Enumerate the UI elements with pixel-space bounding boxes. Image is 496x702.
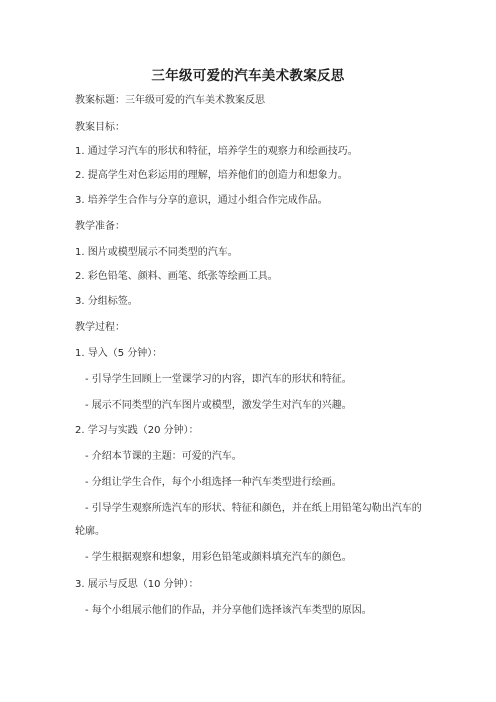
lesson-title-line: 教案标题：三年级可爱的汽车美术教案反思 (75, 95, 265, 106)
objectives-heading: 教案目标： (75, 122, 125, 133)
preparation-item-2: 2. 彩色铅笔、颜料、画笔、纸张等绘画工具。 (75, 271, 278, 282)
objective-item-1: 1. 通过学习汽车的形状和特征，培养学生的观察力和绘画技巧。 (75, 146, 358, 157)
process-step-2-bullet-1: - 介绍本节课的主题：可爱的汽车。 (85, 451, 242, 462)
objective-item-2: 2. 提高学生对色彩运用的理解，培养他们的创造力和想象力。 (75, 170, 348, 181)
process-heading: 教学过程： (75, 322, 125, 333)
process-step-3: 3. 展示与反思（10 分钟）： (75, 579, 199, 590)
process-step-2-bullet-2: - 分组让学生合作，每个小组选择一种汽车类型进行绘画。 (85, 477, 342, 488)
process-step-2-bullet-3-continued: 轮廓。 (75, 526, 105, 537)
process-step-2-bullet-4: - 学生根据观察和想象，用彩色铅笔或颜料填充汽车的颜色。 (85, 552, 352, 563)
process-step-1: 1. 导入（5 分钟）： (75, 348, 163, 359)
process-step-1-bullet-1: - 引导学生回顾上一堂课学习的内容，即汽车的形状和特征。 (85, 374, 352, 385)
process-step-2-bullet-3: - 引导学生观察所选汽车的形状、特征和颜色，并在纸上用铅笔勾勒出汽车的 (85, 503, 422, 514)
process-step-1-bullet-2: - 展示不同类型的汽车图片或模型，激发学生对汽车的兴趣。 (85, 400, 352, 411)
preparation-item-3: 3. 分组标签。 (75, 296, 138, 307)
document-title: 三年级可爱的汽车美术教案反思 (151, 68, 345, 84)
preparation-item-1: 1. 图片或模型展示不同类型的汽车。 (75, 247, 238, 258)
preparation-heading: 教学准备： (75, 221, 125, 232)
process-step-3-bullet-1: - 每个小组展示他们的作品，并分享他们选择该汽车类型的原因。 (85, 605, 372, 616)
process-step-2: 2. 学习与实践（20 分钟）： (75, 425, 199, 436)
objective-item-3: 3. 培养学生合作与分享的意识，通过小组合作完成作品。 (75, 195, 328, 206)
